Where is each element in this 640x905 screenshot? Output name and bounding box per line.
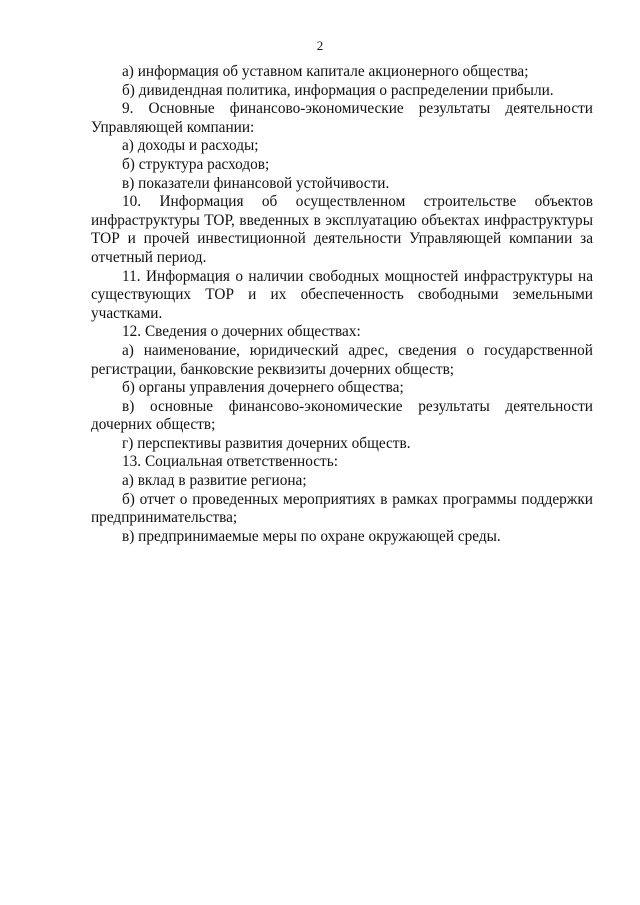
paragraph-item-b-business-support-report: б) отчет о проведенных мероприятиях в рамках программы поддержки предпринимательства;: [91, 490, 593, 527]
paragraph-item-b-dividend-policy: б) дивидендная политика, информация о распределении прибыли.: [122, 81, 554, 99]
paragraph-item-b-expense-structure: б) структура расходов;: [122, 155, 270, 173]
paragraph-section-13: 13. Социальная ответственность:: [122, 453, 338, 471]
paragraph-section-9: 9. Основные финансово-экономические результаты деятельности Управляющей компании:: [91, 100, 593, 136]
paragraph-item-a-regional-contribution: а) вклад в развитие региона;: [122, 472, 307, 490]
paragraph-section-11: 11. Информация о наличии свободных мощностей инфраструктуры на существующих ТОР и их обеспеченность свободными земельными участками.: [91, 267, 593, 322]
paragraph-item-c-subsidiary-results: в) основные финансово-экономические результаты деятельности дочерних обществ;: [91, 397, 593, 434]
paragraph-item-a-charter-capital: а) информация об уставном капитале акционерного общества;: [122, 63, 529, 80]
document-body: [91, 63, 593, 546]
paragraph-item-c-environmental-measures: в) предпринимаемые меры по охране окружающей среды.: [122, 527, 501, 545]
paragraph-item-a-subsidiary-details: а) наименование, юридический адрес, сведения о государственной регистрации, банковские реквизиты дочерних обществ;: [91, 341, 593, 378]
page-number: 2: [316, 38, 324, 53]
paragraph-section-10: 10. Информация об осуществленном строительстве объектов инфраструктуры ТОР, введенных в эксплуатацию объектах инфраструктуры ТОР и прочей инвестиционной деятельности Управляющей компании за отчетный период.: [91, 193, 593, 266]
paragraph-item-c-financial-stability: в) показатели финансовой устойчивости.: [122, 174, 390, 192]
paragraph-item-d-development-prospects: г) перспективы развития дочерних обществ.: [122, 434, 411, 452]
paragraph-item-a-income-expenses: а) доходы и расходы;: [122, 137, 259, 155]
paragraph-item-b-governing-bodies: б) органы управления дочернего общества;: [122, 379, 404, 397]
paragraph-section-12: 12. Сведения о дочерних обществах:: [122, 323, 361, 341]
